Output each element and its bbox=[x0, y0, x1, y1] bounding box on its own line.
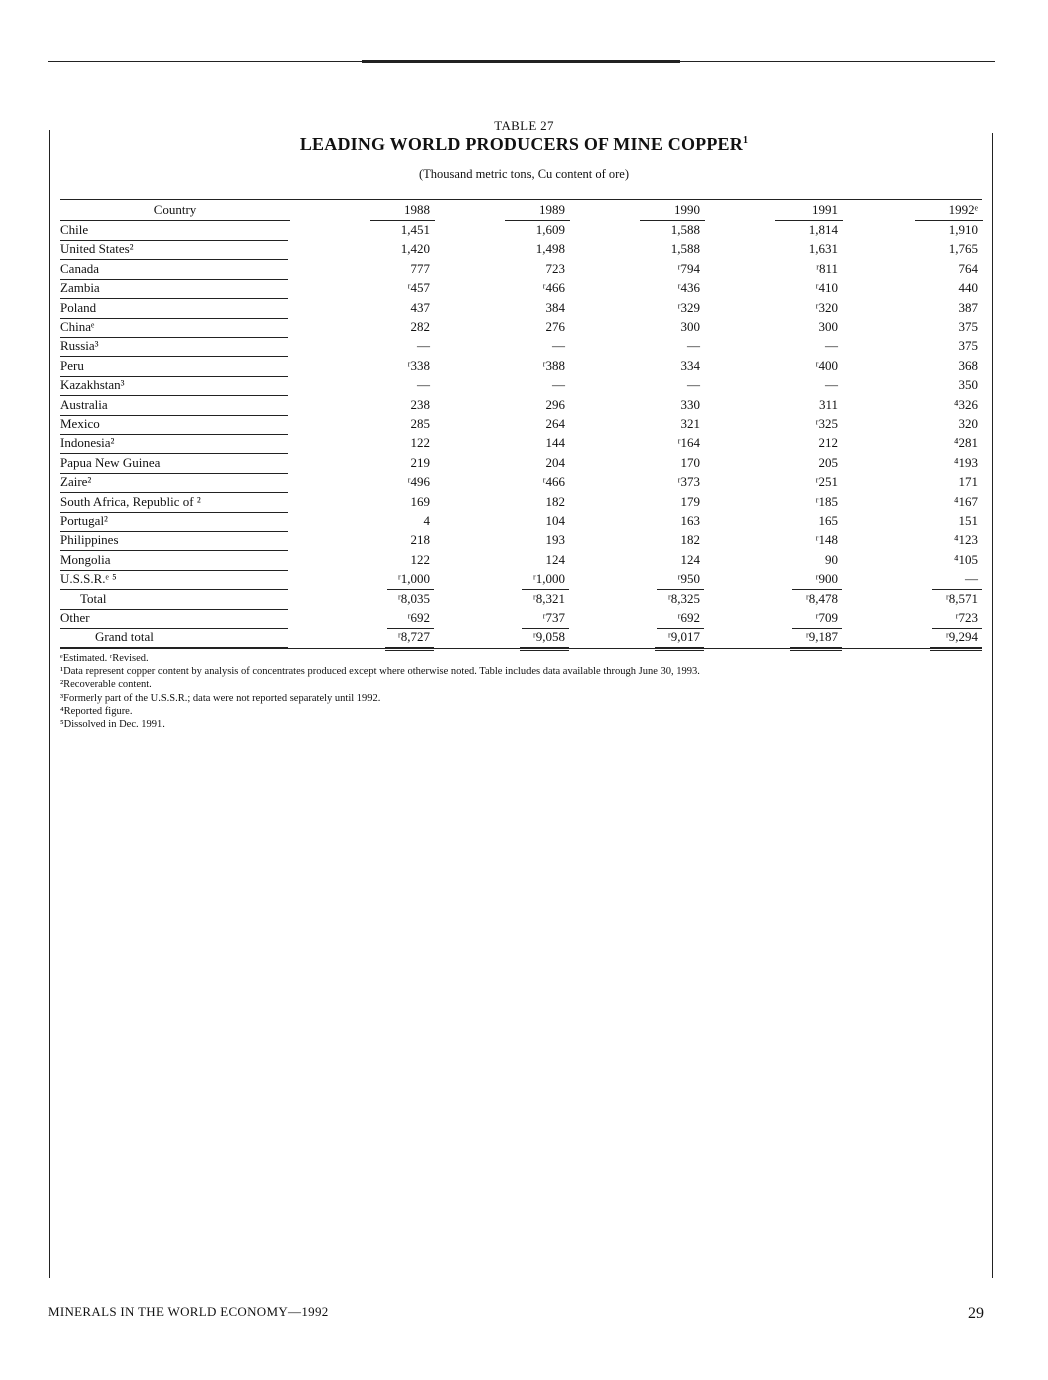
value-cell: ⁴193 bbox=[953, 455, 978, 470]
header-underline bbox=[640, 220, 705, 221]
country-cell: Mongolia bbox=[60, 552, 111, 567]
country-cell: Other bbox=[60, 610, 90, 625]
table-row bbox=[0, 261, 1048, 280]
sum-rule bbox=[657, 589, 704, 590]
value-cell: 205 bbox=[818, 455, 838, 470]
value-cell: 387 bbox=[958, 300, 978, 315]
footnote: ⁵Dissolved in Dec. 1991. bbox=[60, 719, 165, 730]
footnote-rule bbox=[60, 648, 982, 649]
value-cell: 4 bbox=[423, 513, 430, 528]
header-year: 1989 bbox=[539, 202, 565, 217]
value-cell: — bbox=[417, 377, 430, 392]
value-cell: — bbox=[552, 338, 565, 353]
value-cell: 334 bbox=[680, 358, 700, 373]
country-cell: Grand total bbox=[95, 629, 154, 644]
value-cell: 375 bbox=[958, 319, 978, 334]
value-cell: ʳ8,035 bbox=[397, 591, 430, 606]
double-rule bbox=[655, 650, 704, 651]
value-cell: 1,588 bbox=[670, 241, 700, 256]
value-cell: ʳ251 bbox=[815, 474, 838, 489]
value-cell: ʳ1,000 bbox=[397, 571, 430, 586]
table-row bbox=[0, 222, 1048, 241]
value-cell: 169 bbox=[410, 494, 430, 509]
table-row bbox=[0, 494, 1048, 513]
value-cell: 296 bbox=[545, 397, 565, 412]
sum-rule bbox=[522, 589, 569, 590]
value-cell: ʳ325 bbox=[815, 416, 838, 431]
table-row bbox=[0, 241, 1048, 260]
value-cell: ʳ692 bbox=[407, 610, 430, 625]
value-cell: ʳ338 bbox=[407, 358, 430, 373]
header-underline bbox=[60, 220, 290, 221]
country-cell: Kazakhstan³ bbox=[60, 377, 125, 392]
value-cell: 218 bbox=[410, 532, 430, 547]
value-cell: 182 bbox=[680, 532, 700, 547]
value-cell: ʳ692 bbox=[677, 610, 700, 625]
value-cell: — bbox=[552, 377, 565, 392]
country-cell: Poland bbox=[60, 300, 97, 315]
table-row bbox=[0, 610, 1048, 629]
value-cell: 1,765 bbox=[948, 241, 978, 256]
row-underline bbox=[60, 589, 288, 590]
value-cell: 440 bbox=[958, 280, 978, 295]
value-cell: 219 bbox=[410, 455, 430, 470]
value-cell: ʳ811 bbox=[816, 261, 838, 276]
value-cell: 204 bbox=[545, 455, 565, 470]
table-row bbox=[0, 532, 1048, 551]
value-cell: ⁴105 bbox=[953, 552, 978, 567]
country-cell: Philippines bbox=[60, 532, 119, 547]
value-cell: 311 bbox=[818, 397, 838, 412]
value-cell: ⁴326 bbox=[953, 397, 978, 412]
table-title: LEADING WORLD PRODUCERS OF MINE COPPER$^1$ bbox=[299, 134, 749, 154]
value-cell: ʳ410 bbox=[815, 280, 838, 295]
double-rule bbox=[385, 650, 434, 651]
value-cell: 1,631 bbox=[808, 241, 838, 256]
header-year: 1990 bbox=[674, 202, 700, 217]
value-cell: ʳ9,294 bbox=[945, 629, 978, 644]
header-underline bbox=[775, 220, 843, 221]
value-cell: ʳ436 bbox=[677, 280, 700, 295]
double-rule bbox=[790, 650, 842, 651]
row-underline bbox=[60, 395, 288, 396]
country-cell: U.S.S.R.ᵉ ⁵ bbox=[60, 571, 117, 586]
country-cell: Indonesia² bbox=[60, 435, 115, 450]
footnote: ¹Data represent copper content by analysis of concentrates produced except where otherwise noted. Table includes data available through June 30, 1993. bbox=[60, 666, 700, 678]
value-cell: ʳ709 bbox=[815, 610, 838, 625]
value-cell: ʳ8,325 bbox=[667, 591, 700, 606]
table-row bbox=[0, 629, 1048, 648]
row-underline bbox=[60, 298, 288, 299]
row-underline bbox=[60, 550, 288, 551]
value-cell: 212 bbox=[818, 435, 838, 450]
header-top-rule bbox=[60, 199, 982, 200]
top-rule-accent bbox=[362, 60, 680, 63]
table-row bbox=[0, 319, 1048, 338]
footnote: ⁴Reported figure. bbox=[60, 705, 133, 717]
table-row bbox=[0, 416, 1048, 435]
table-row bbox=[0, 397, 1048, 416]
country-cell: Zambia bbox=[60, 280, 100, 295]
value-cell: 1,609 bbox=[535, 222, 565, 237]
value-cell: 171 bbox=[958, 474, 978, 489]
publication-footer: MINERALS IN THE WORLD ECONOMY—1992 bbox=[48, 1304, 329, 1319]
value-cell: 264 bbox=[545, 416, 565, 431]
header-year: 1988 bbox=[404, 202, 430, 217]
value-cell: 300 bbox=[818, 319, 838, 334]
footnote: ³Formerly part of the U.S.S.R.; data were not reported separately until 1992. bbox=[60, 692, 381, 704]
value-cell: ʳ8,478 bbox=[805, 591, 838, 606]
row-underline bbox=[60, 259, 288, 260]
value-cell: 179 bbox=[680, 494, 700, 509]
country-cell: Australia bbox=[60, 397, 108, 412]
row-underline bbox=[60, 492, 288, 493]
value-cell: 1,420 bbox=[400, 241, 430, 256]
value-cell: 182 bbox=[545, 494, 565, 509]
country-cell: Chile bbox=[60, 222, 89, 237]
header-year: 1992ᵉ bbox=[948, 202, 978, 217]
title-footnote-marker: 1 bbox=[742, 135, 749, 146]
value-cell: ʳ723 bbox=[955, 610, 978, 625]
value-cell: 1,588 bbox=[670, 222, 700, 237]
footnote: ²Recoverable content. bbox=[60, 679, 152, 691]
value-cell: ʳ9,187 bbox=[805, 629, 838, 644]
value-cell: 124 bbox=[545, 552, 565, 567]
country-cell: Portugal² bbox=[60, 513, 108, 528]
value-cell: 144 bbox=[545, 435, 565, 450]
value-cell: 151 bbox=[958, 513, 978, 528]
value-cell: 282 bbox=[410, 319, 430, 334]
country-cell: Papua New Guinea bbox=[60, 455, 161, 470]
double-rule bbox=[520, 650, 569, 651]
country-cell: Mexico bbox=[60, 416, 100, 431]
value-cell: 90 bbox=[825, 552, 838, 567]
header-country: Country bbox=[153, 202, 197, 217]
value-cell: 368 bbox=[958, 358, 978, 373]
country-cell: Russia³ bbox=[60, 338, 99, 353]
header-year: 1991 bbox=[812, 202, 838, 217]
country-cell: Canada bbox=[60, 261, 99, 276]
value-cell: 723 bbox=[545, 261, 565, 276]
value-cell: 122 bbox=[410, 552, 430, 567]
value-cell: ⁴281 bbox=[953, 435, 978, 450]
value-cell: ʳ1,000 bbox=[532, 571, 565, 586]
value-cell: 122 bbox=[410, 435, 430, 450]
country-cell: Peru bbox=[60, 358, 84, 373]
country-cell: Total bbox=[80, 591, 107, 606]
table-row bbox=[0, 300, 1048, 319]
value-cell: 1,814 bbox=[808, 222, 838, 237]
value-cell: ʳ466 bbox=[542, 474, 565, 489]
value-cell: 104 bbox=[545, 513, 565, 528]
value-cell: 170 bbox=[680, 455, 700, 470]
header-underline bbox=[505, 220, 570, 221]
value-cell: ʳ9,058 bbox=[532, 629, 565, 644]
table-row bbox=[0, 377, 1048, 396]
value-cell: ʳ8,727 bbox=[397, 629, 430, 644]
table-row bbox=[0, 474, 1048, 493]
value-cell: 777 bbox=[410, 261, 430, 276]
value-cell: 330 bbox=[680, 397, 700, 412]
header-underline bbox=[915, 220, 983, 221]
value-cell: ʳ373 bbox=[677, 474, 700, 489]
sum-rule bbox=[387, 589, 434, 590]
table-row bbox=[0, 280, 1048, 299]
sum-rule bbox=[932, 589, 982, 590]
value-cell: — bbox=[687, 377, 700, 392]
value-cell: ʳ8,571 bbox=[945, 591, 978, 606]
value-cell: ʳ329 bbox=[677, 300, 700, 315]
value-cell: ʳ148 bbox=[815, 532, 838, 547]
value-cell: 384 bbox=[545, 300, 565, 315]
value-cell: ʳ320 bbox=[815, 300, 838, 315]
value-cell: — bbox=[825, 338, 838, 353]
value-cell: ⁴123 bbox=[953, 532, 978, 547]
value-cell: 321 bbox=[680, 416, 700, 431]
value-cell: 1,498 bbox=[535, 241, 565, 256]
value-cell: ʳ496 bbox=[407, 474, 430, 489]
value-cell: 320 bbox=[958, 416, 978, 431]
value-cell: 764 bbox=[958, 261, 978, 276]
value-cell: 1,910 bbox=[948, 222, 978, 237]
footnote: ᵉEstimated. ʳRevised. bbox=[60, 653, 149, 664]
value-cell: 193 bbox=[545, 532, 565, 547]
table-row bbox=[0, 338, 1048, 357]
value-cell: 300 bbox=[680, 319, 700, 334]
value-cell: 124 bbox=[680, 552, 700, 567]
value-cell: — bbox=[687, 338, 700, 353]
value-cell: ʳ164 bbox=[677, 435, 700, 450]
value-cell: 285 bbox=[410, 416, 430, 431]
value-cell: 350 bbox=[958, 377, 978, 392]
value-cell: — bbox=[965, 571, 978, 586]
value-cell: ʳ466 bbox=[542, 280, 565, 295]
value-cell: 165 bbox=[818, 513, 838, 528]
value-cell: ʳ388 bbox=[542, 358, 565, 373]
table-row bbox=[0, 455, 1048, 474]
table-unit: (Thousand metric tons, Cu content of ore) bbox=[418, 167, 630, 181]
value-cell: ʳ457 bbox=[407, 280, 430, 295]
table-row bbox=[0, 552, 1048, 571]
table-row bbox=[0, 513, 1048, 532]
sum-rule bbox=[792, 589, 842, 590]
row-underline bbox=[60, 453, 288, 454]
value-cell: — bbox=[825, 377, 838, 392]
table-row bbox=[0, 571, 1048, 590]
value-cell: 238 bbox=[410, 397, 430, 412]
value-cell: — bbox=[417, 338, 430, 353]
value-cell: ⁴167 bbox=[953, 494, 978, 509]
table-number: TABLE 27 bbox=[494, 118, 554, 133]
table-row bbox=[0, 591, 1048, 610]
value-cell: ʳ9,017 bbox=[667, 629, 700, 644]
value-cell: ʳ950 bbox=[677, 571, 700, 586]
value-cell: 437 bbox=[410, 300, 430, 315]
value-cell: ʳ8,321 bbox=[532, 591, 565, 606]
value-cell: ʳ900 bbox=[815, 571, 838, 586]
row-underline bbox=[60, 356, 288, 357]
country-cell: Zaire² bbox=[60, 474, 92, 489]
country-cell: South Africa, Republic of ² bbox=[60, 494, 201, 509]
value-cell: 375 bbox=[958, 338, 978, 353]
country-cell: Chinaᵉ bbox=[60, 319, 95, 334]
value-cell: ʳ185 bbox=[815, 494, 838, 509]
table-row bbox=[0, 435, 1048, 454]
value-cell: 276 bbox=[545, 319, 565, 334]
value-cell: ʳ737 bbox=[542, 610, 565, 625]
page-number: 29 bbox=[968, 1305, 984, 1322]
value-cell: ʳ400 bbox=[815, 358, 838, 373]
country-cell: United States² bbox=[60, 241, 134, 256]
value-cell: 1,451 bbox=[400, 222, 430, 237]
header-underline bbox=[370, 220, 435, 221]
value-cell: ʳ794 bbox=[677, 261, 700, 276]
table-row bbox=[0, 358, 1048, 377]
value-cell: 163 bbox=[680, 513, 700, 528]
double-rule bbox=[930, 650, 982, 651]
